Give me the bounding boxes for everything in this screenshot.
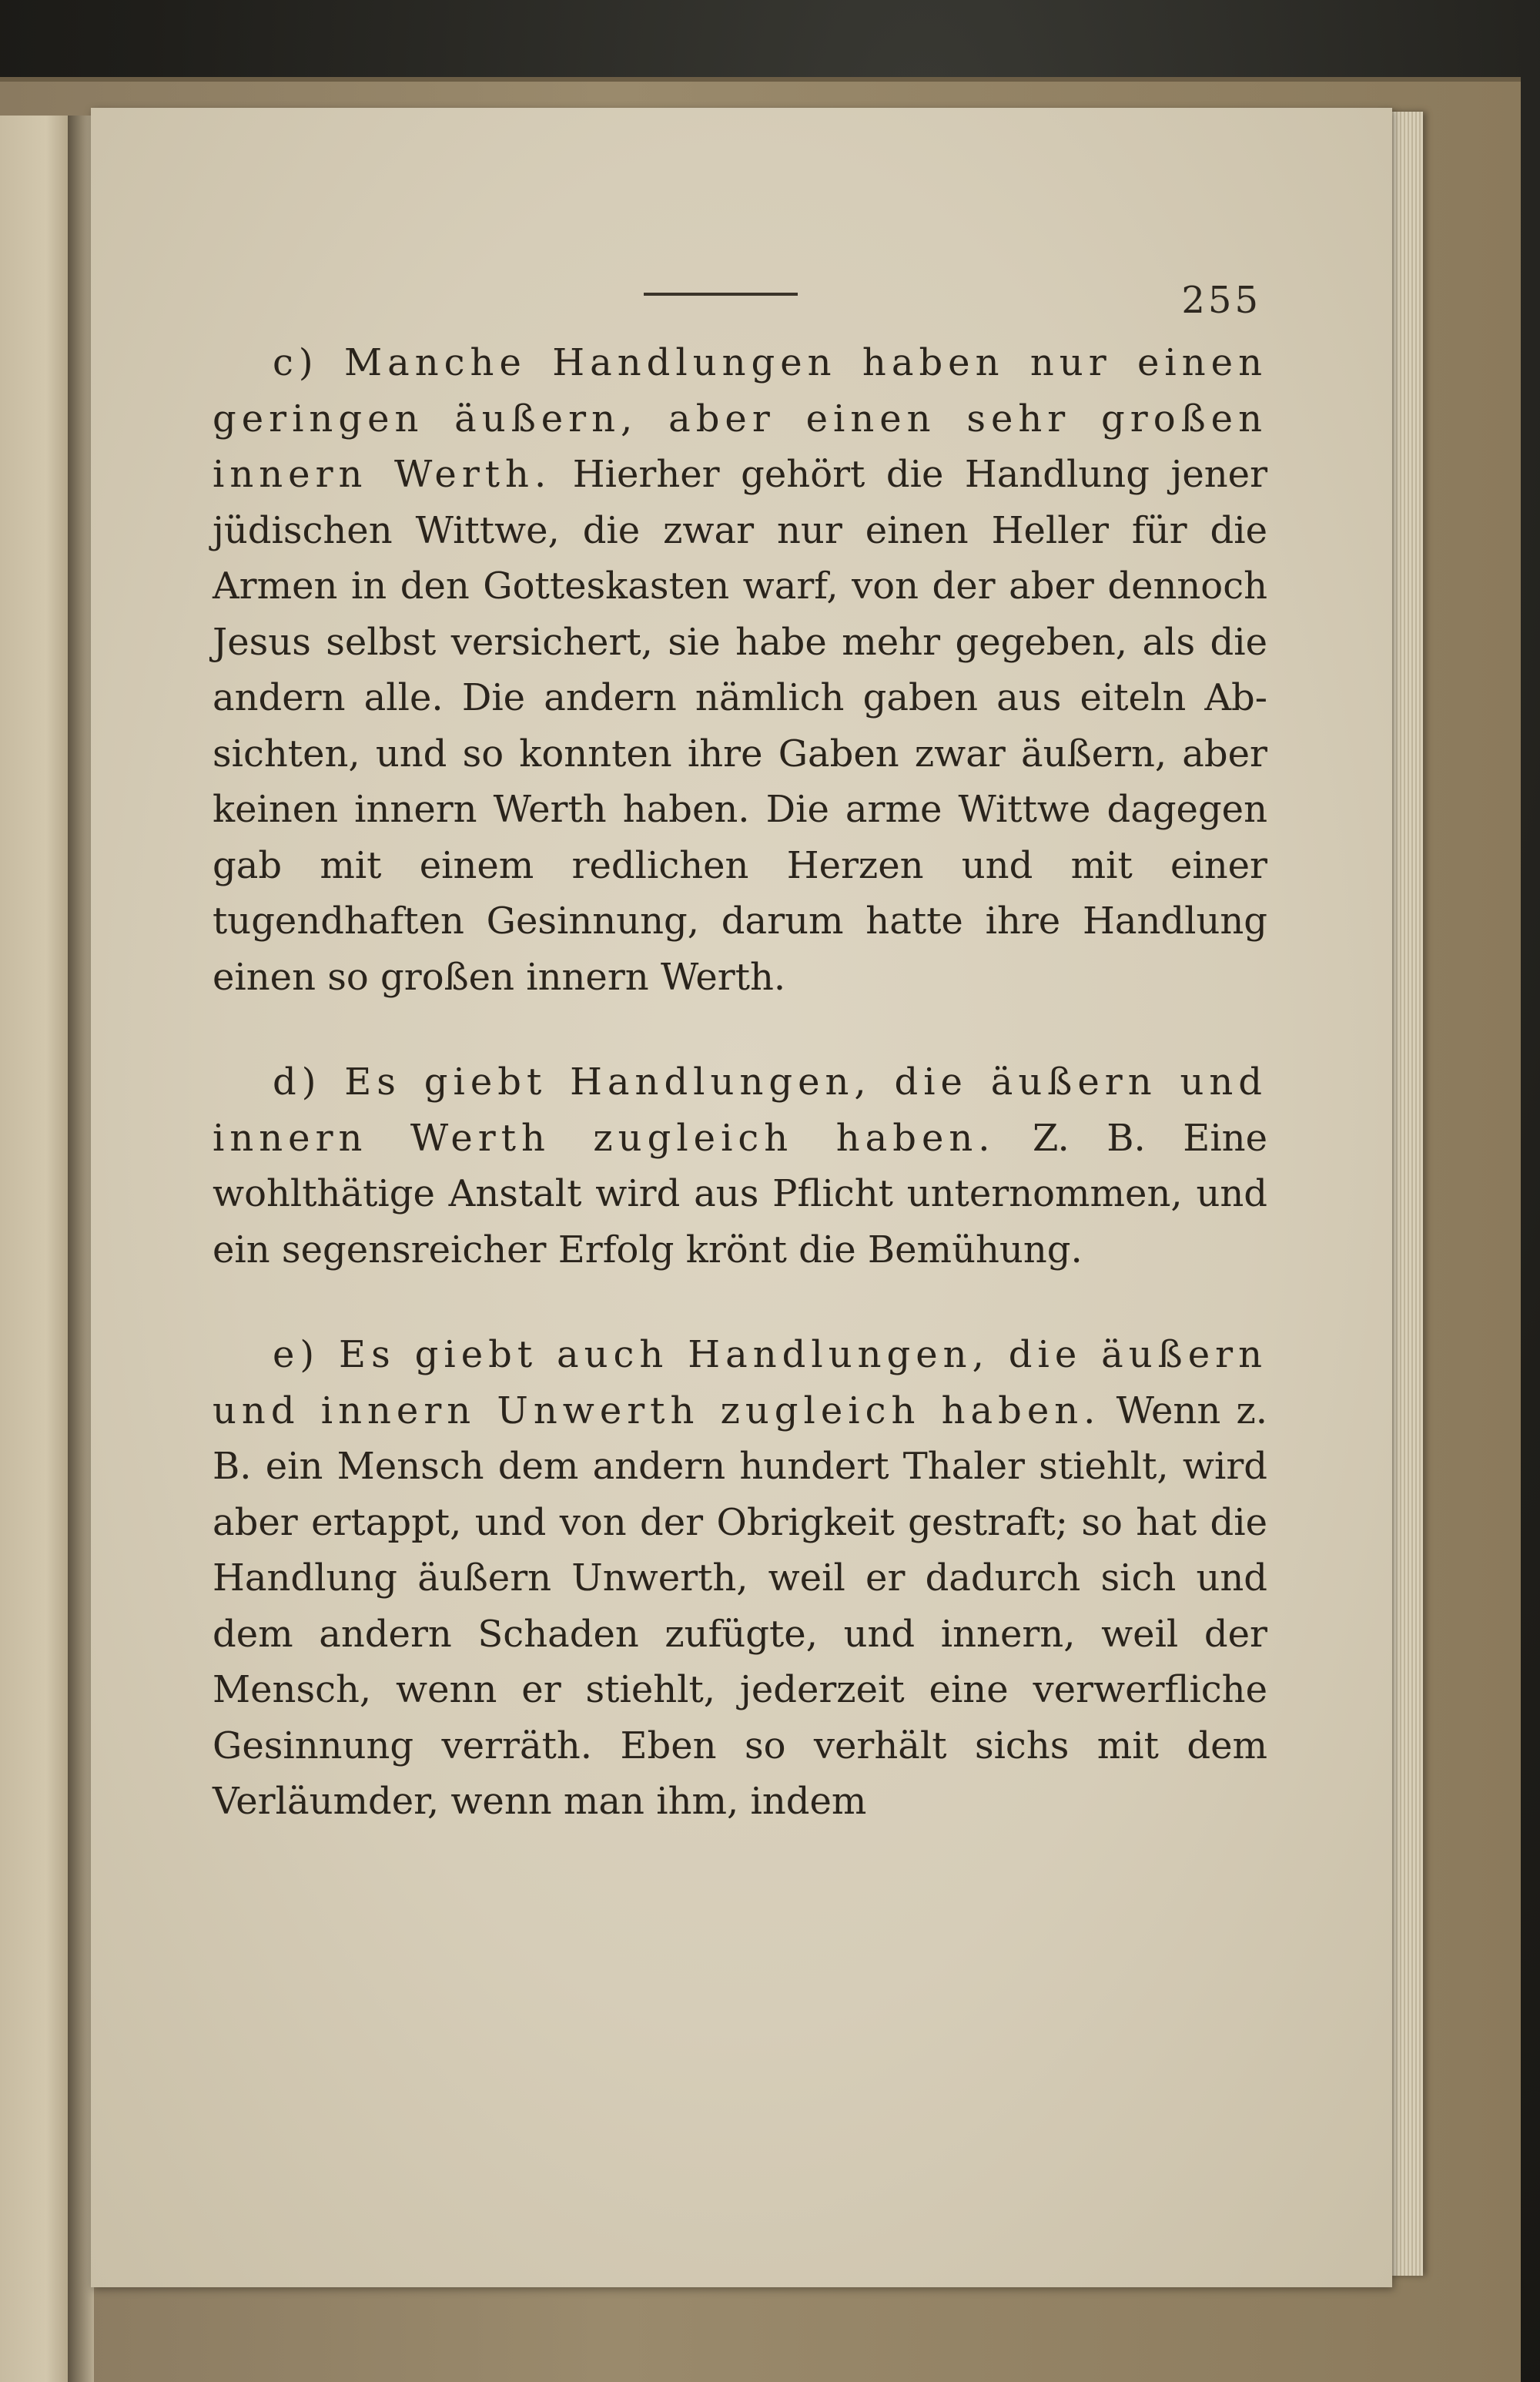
facing-page-edge	[0, 116, 77, 2382]
paragraph-c	[213, 335, 1267, 1005]
paragraph-c-body: Hierher gehört die Handlung jener jüdischen Wittwe, die zwar nur einen Heller für die Armen in den Gotteskasten warf, von der aber dennoch Jesus selbst versichert, sie habe mehr gegeben, als die andern alle. Die andern nämlich gaben aus eiteln Absichten, und so konnten ihre Gaben zwar äußern, aber keinen innern Werth haben. Die arme Wittwe dagegen gab mit einem redlichen Herzen und mit einer tugendhaften Gesinnung, darum hatte ihre Handlung einen so großen innern Werth.	[213, 453, 1268, 999]
paragraph-e-lead: e) Es giebt auch Handlungen, die äußern und innern Unwerth zugleich haben.	[213, 1333, 1267, 1432]
paragraph-c-lead: c) Manche Handlungen haben nur einen geringen äußern, aber einen sehr großen innern Werth.	[213, 341, 1267, 496]
header-rule	[644, 293, 798, 296]
book-page	[91, 108, 1392, 2287]
page-text	[213, 335, 1267, 1830]
paragraph-e	[213, 1327, 1267, 1830]
paragraph-d-body: Z. B. Eine wohlthätige Anstalt wird aus Pflicht unternommen, und ein segensreicher Erfolg krönt die Bemühung.	[213, 1116, 1267, 1271]
page-number: 255	[1181, 279, 1261, 322]
book-gutter	[68, 116, 94, 2382]
paragraph-d	[213, 1054, 1267, 1278]
paragraph-e-body: Wenn z. B. ein Mensch dem andern hundert Thaler stiehlt, wird aber ertappt, und von der Obrigkeit gestraft; so hat die Handlung äußern Unwerth, weil er dadurch sich und dem andern Schaden zufügte, und innern, weil der Mensch, wenn er stiehlt, jederzeit eine verwerfliche Gesinnung verräth. Eben so verhält sichs mit dem Verläumder, wenn man ihm, indem	[213, 1389, 1267, 1823]
paragraph-d-lead: d) Es giebt Handlungen, die äußern und innern Werth zugleich haben.	[213, 1060, 1267, 1160]
